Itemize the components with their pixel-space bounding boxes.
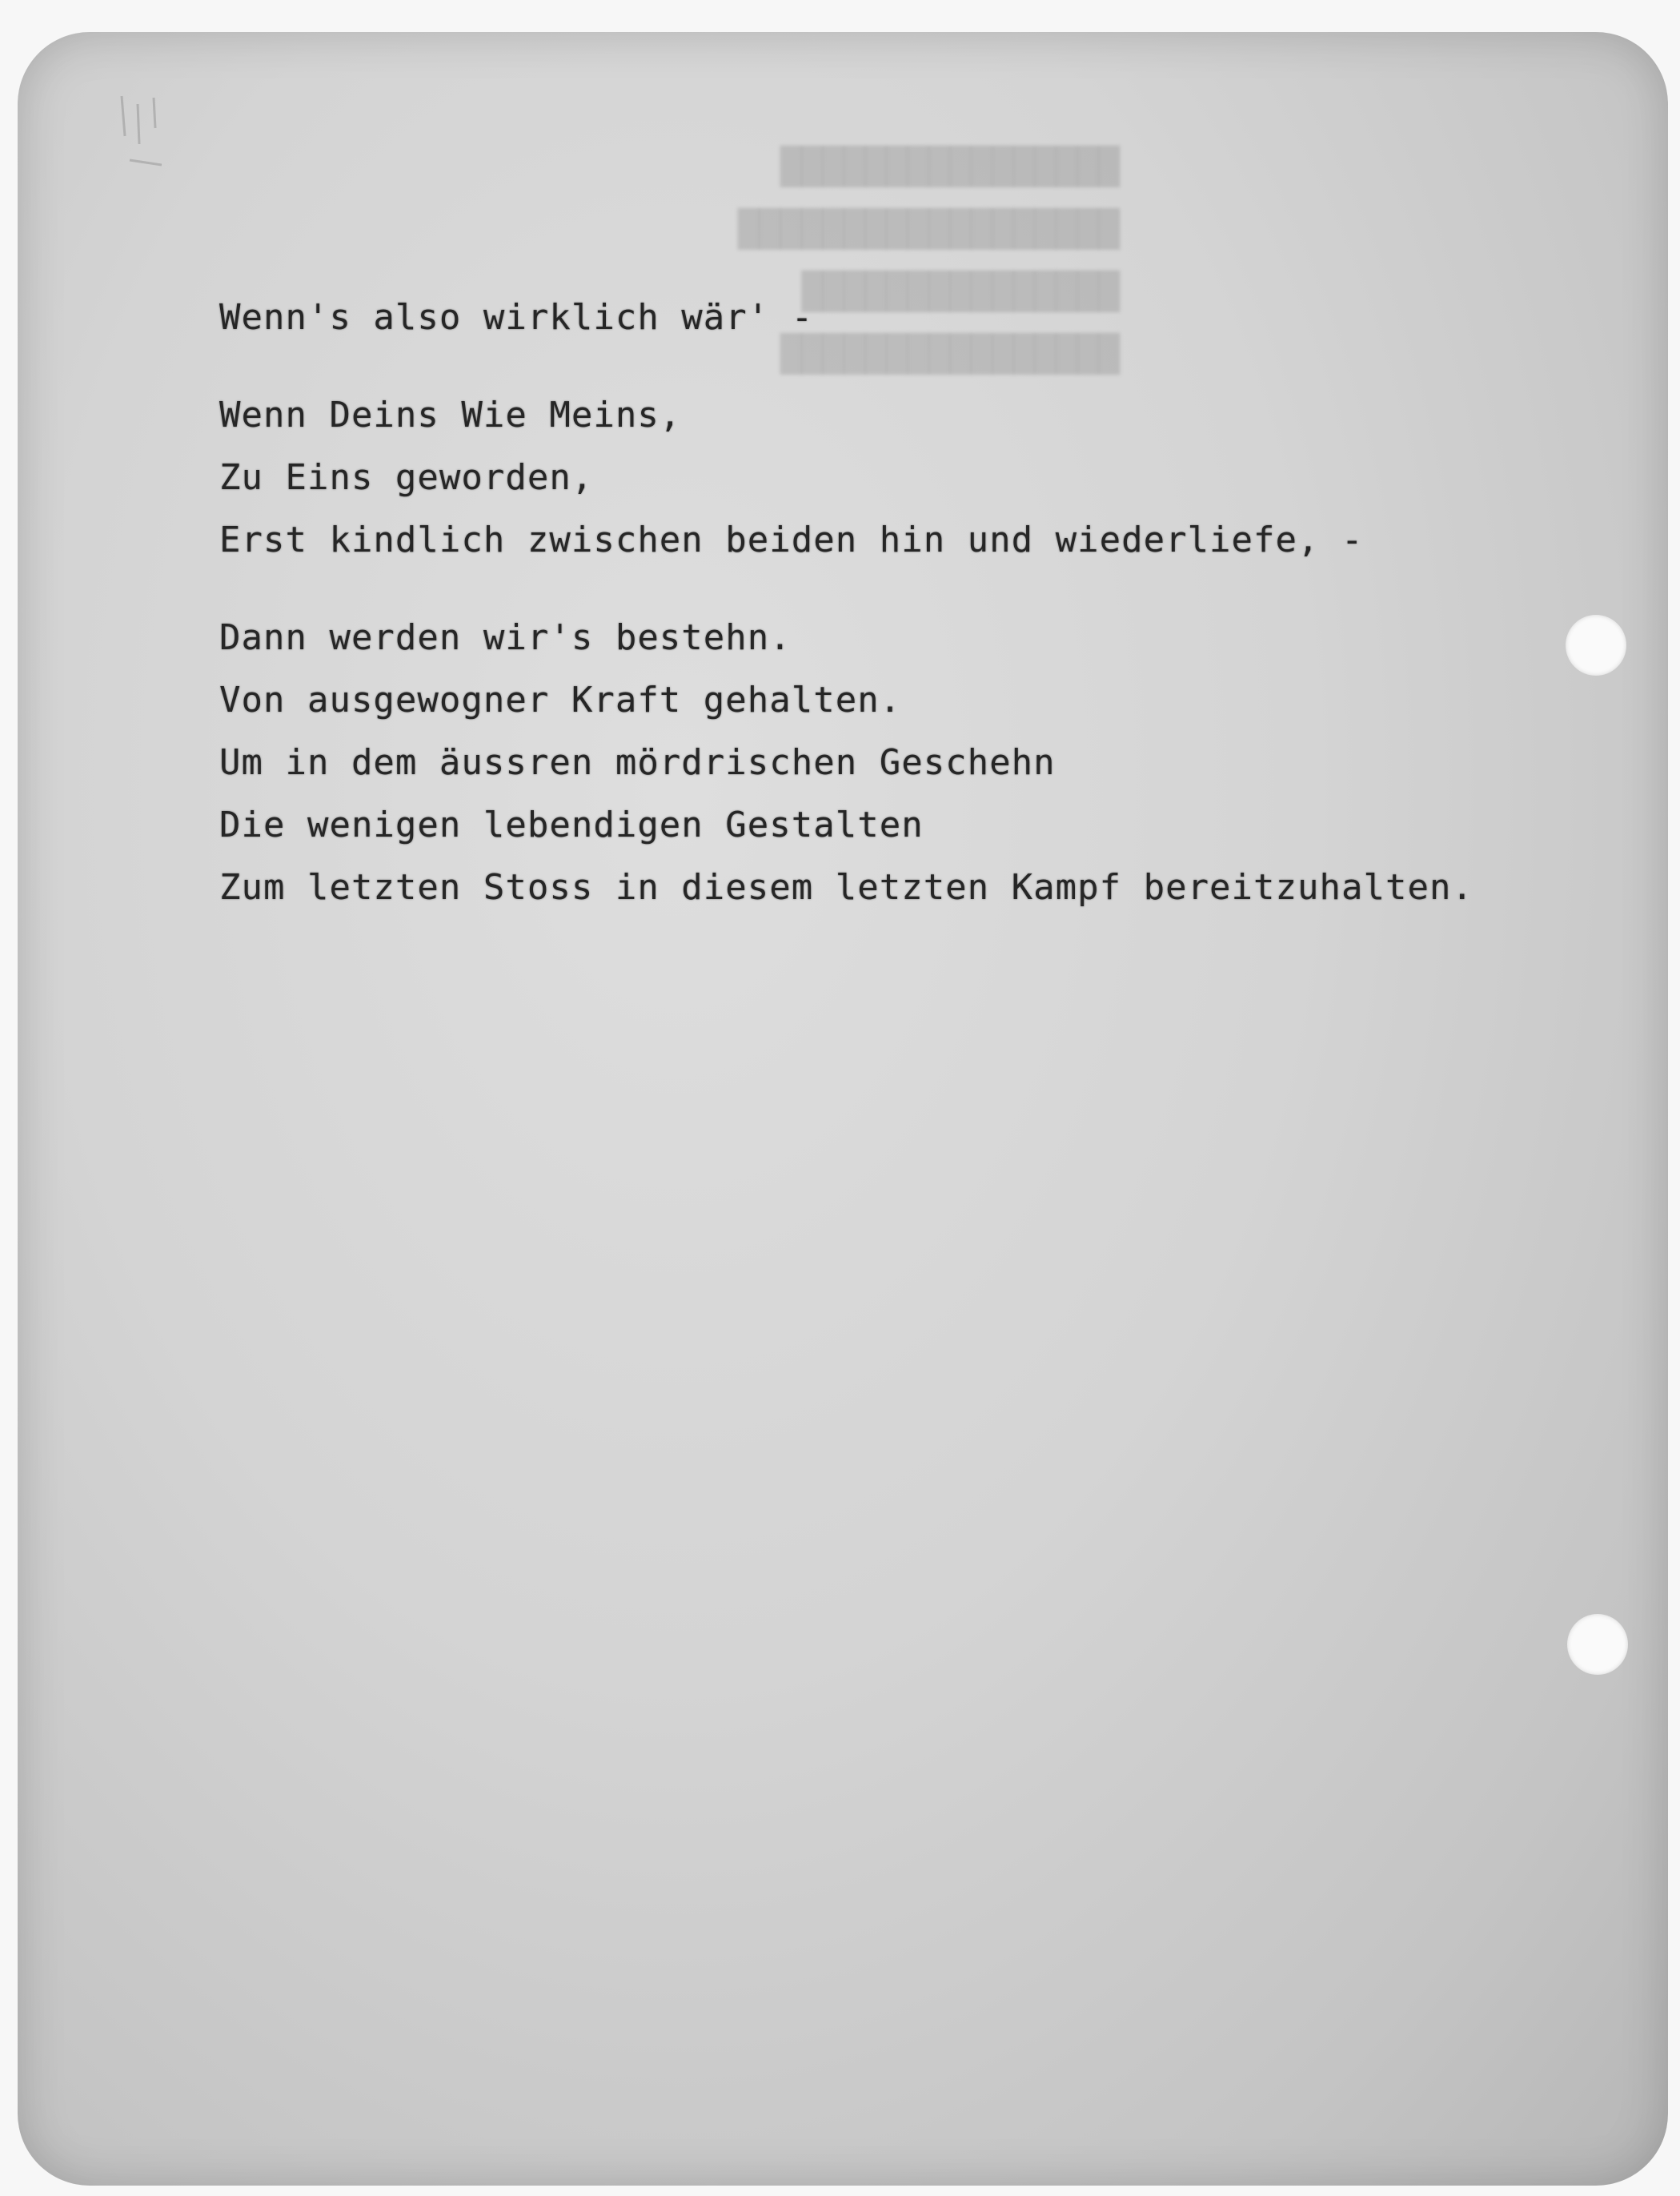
- punch-hole-top: [1566, 615, 1626, 676]
- poem-line: Dann werden wir's bestehn.: [219, 617, 792, 658]
- poem-text: [219, 287, 1474, 919]
- punch-hole-bottom: [1567, 1614, 1628, 1675]
- poem-line: Die wenigen lebendigen Gestalten: [219, 805, 924, 845]
- stanza-gap: [219, 349, 1474, 384]
- stanza-gap: [219, 572, 1474, 607]
- poem-line: Wenn Deins Wie Meins,: [219, 395, 682, 436]
- margin-pencil-marks: [114, 88, 186, 200]
- typewritten-page: [18, 32, 1668, 2186]
- poem-line: Zum letzten Stoss in diesem letzten Kampf bereitzuhalten.: [219, 867, 1474, 908]
- poem-line: Um in dem äussren mördrischen Geschehn: [219, 742, 1056, 783]
- poem-line: Zu Eins geworden,: [219, 457, 594, 498]
- poem-line: Von ausgewogner Kraft gehalten.: [219, 680, 902, 721]
- show-through-text: ████████████████ ██████████████████ ███████████████ ████████████████: [738, 147, 1120, 375]
- poem-line: Wenn's also wirklich wär' -: [219, 297, 814, 338]
- poem-line: Erst kindlich zwischen beiden hin und wiederliefe, -: [219, 520, 1364, 560]
